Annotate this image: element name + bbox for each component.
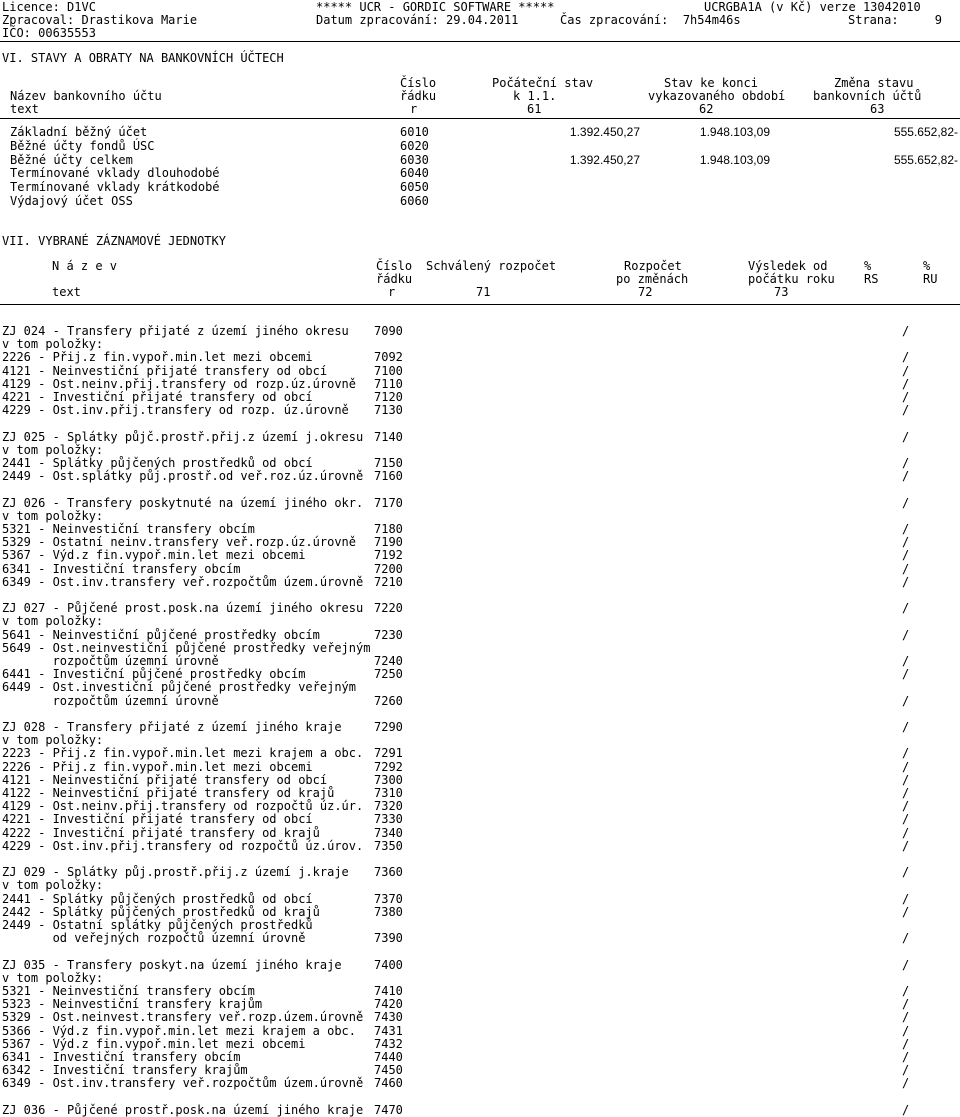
s7-row-code: 7090 [374,324,403,338]
s7-row-slash: / [902,456,910,470]
s7-row-code: 7290 [374,720,403,734]
s7-row-text: v tom položky: [2,337,104,352]
s7-row-text: 6349 - Ost.inv.transfery veř.rozpočtům územ.úrovně [2,1076,364,1091]
s7-row-code: 7360 [374,865,403,880]
s7-row-text: 2449 - Ost.splátky půj.prostř.od veř.roz.úz.úrovně [2,469,364,484]
s7-row-text: 5367 - Výd.z fin.vypoř.min.let mezi obcemi [2,1036,306,1051]
s7-row-text: 5366 - Výd.z fin.vypoř.min.let mezi krajem a obc. [2,1023,357,1038]
report-title: ***** UCR - GORDIC SOFTWARE ***** [316,0,555,14]
s7-row-code: 7300 [374,772,403,787]
s7-row-text: 2441 - Splátky půjčených prostředků od obcí [2,456,313,470]
s7-row-text: ZJ 028 - Transfery přijaté z území jiného kraje [2,720,342,734]
s7-row-text: od veřejných rozpočtů územní úrovně [2,931,306,946]
ico: IČO: 00635553 [2,26,96,40]
s6-col-cislo1: Číslo [400,76,437,90]
s7-row-text: 6441 - Investiční půjčené prostředky obcím [2,667,306,682]
s7-row-text: 4229 - Ost.inv.přij.transfery od rozp. úz.úrovně [2,403,349,418]
s7-col-vysl2: počátku roku [748,272,835,286]
s7-row-slash: / [902,772,910,787]
s6-col-poc3: 61 [527,102,542,116]
s7-row-text: ZJ 029 - Splátky půj.prostř.přij.z území j.kraje [2,865,349,880]
s7-row-slash: / [902,812,910,827]
s7-col-cislo3: r [388,285,396,299]
s7-row-code: 7140 [374,429,403,444]
s7-row-code: 7110 [374,376,403,391]
s7-row-text: v tom položky: [2,733,104,748]
s7-row-code: 7320 [374,799,403,814]
s7-row-slash: / [902,667,910,682]
s7-row-slash: / [902,984,910,998]
s6-row-code: 6020 [400,138,429,153]
strana: Strana: 9 [848,13,942,27]
s7-row-text: 2441 - Splátky půjčených prostředků od obcí [2,891,313,906]
s7-row-code: 7092 [374,350,403,365]
s7-row-text: 5641 - Neinvestiční půjčené prostředky obcím [2,627,320,642]
s7-row-slash: / [902,891,910,906]
s6-row-zmena: 555.652,82- [893,152,958,167]
s7-row-text: v tom položky: [2,970,104,985]
s7-row-text: v tom položky: [2,442,104,457]
s7-col-rozp2: po změnách [616,272,689,286]
licence: Licence: D1VC [2,0,96,14]
s7-row-code: 7200 [374,561,403,576]
s7-row-code: 7170 [374,495,403,510]
s7-row-code: 7260 [374,693,403,708]
s6-row-code: 6050 [400,180,429,195]
s7-row-slash: / [902,746,910,761]
s7-col-schval1: Schválený rozpočet [426,259,557,273]
s7-row-slash: / [902,825,910,840]
s7-row-slash: / [902,838,910,853]
s7-row-code: 7310 [374,786,403,800]
s7-row-code: 7400 [374,957,403,972]
s6-col-stav3: 62 [699,102,714,116]
s7-row-slash: / [902,574,910,589]
s6-row-poc: 1.392.450,27 [569,125,640,139]
s7-col-nazev: N á z e v [52,259,118,273]
s6-row-code: 6030 [400,152,429,167]
s7-row-text: rozpočtům územní úrovně [2,693,219,708]
s7-col-vysl1: Výsledek od [748,259,828,273]
s7-col-ru1: % [923,259,931,273]
s6-row-name: Běžné účty celkem [10,152,133,167]
s7-col-vysl3: 73 [774,285,789,299]
s6-col-poc1: Počáteční stav [492,76,594,90]
s7-row-code: 7220 [374,601,403,616]
s7-row-text: ZJ 027 - Půjčené prost.posk.na území jiného okresu [2,601,364,616]
s6-row-stav: 1.948.103,09 [699,152,770,167]
s7-row-slash: / [902,1076,910,1091]
s7-row-text: 4129 - Ost.neinv.přij.transfery od rozpočtů úz.úr. [2,799,364,814]
section6-header-rule [0,118,960,119]
s6-row-stav: 1.948.103,09 [699,125,770,139]
s7-row-slash: / [902,363,910,378]
s7-row-text: ZJ 025 - Splátky půjč.prostř.přij.z území j.okresu [2,429,364,444]
s7-row-text: 4122 - Neinvestiční přijaté transfery od krajů [2,786,335,800]
s7-row-slash: / [902,693,910,708]
s7-col-ru2: RU [923,272,938,286]
s6-col-poc2: k 1.1. [513,89,557,103]
s7-row-code: 7130 [374,403,403,418]
s7-row-code: 7440 [374,1050,403,1064]
s7-row-text: 2226 - Přij.z fin.vypoř.min.let mezi obcemi [2,759,313,774]
s7-row-slash: / [902,931,910,946]
s7-row-slash: / [902,601,910,616]
s7-row-text: v tom položky: [2,614,104,629]
s7-col-text: text [52,285,81,299]
section7-title: VII. VYBRANÉ ZÁZNAMOVÉ JEDNOTKY [2,234,226,248]
s7-row-text: ZJ 024 - Transfery přijaté z území jiného okresu [2,324,349,338]
section6-title: VI. STAVY A OBRATY NA BANKOVNÍCH ÚČTECH [2,51,284,65]
s7-col-rozp3: 72 [638,285,653,299]
s6-col-cislo2: řádku [400,89,437,103]
report-version: UCRGBA1A (v Kč) verze 13042010 [704,0,921,14]
s7-row-text: 4129 - Ost.neinv.přij.transfery od rozp.úz.úrovně [2,376,357,391]
cas-zpracovani: Čas zpracování: 7h54m46s [560,13,741,27]
s7-row-code: 7432 [374,1036,403,1051]
datum-zpracovani: Datum zpracování: 29.04.2011 [316,13,519,27]
s7-row-slash: / [902,720,910,734]
s6-col-stav2: vykazovaného období [648,89,786,103]
s7-row-slash: / [902,376,910,391]
s6-col-zmena2: bankovních účtů [813,89,922,103]
s7-row-text: 5649 - Ost.neinvestiční půjčené prostředky veřejným [2,640,371,655]
s7-row-code: 7180 [374,522,403,536]
s7-row-code: 7292 [374,759,403,774]
s6-col-text: text [10,102,39,116]
s7-row-slash: / [902,324,910,338]
s7-row-code: 7460 [374,1076,403,1091]
s7-row-text: v tom položky: [2,878,104,893]
s7-row-text: ZJ 026 - Transfery poskytnuté na území jiného okr. [2,495,364,510]
s7-row-slash: / [902,627,910,642]
s6-row-name: Termínované vklady krátkodobé [10,180,220,195]
s7-row-slash: / [902,786,910,800]
s7-row-slash: / [902,1050,910,1064]
s7-row-code: 7410 [374,984,403,998]
s6-col-zmena1: Změna stavu [834,76,914,90]
s7-row-slash: / [902,403,910,418]
s7-row-slash: / [902,759,910,774]
s7-row-code: 7390 [374,931,403,946]
s7-row-code: 7330 [374,812,403,827]
s7-row-code: 7370 [374,891,403,906]
s6-row-name: Výdajový účet OSS [10,194,133,208]
s7-row-text: 6449 - Ost.investiční půjčené prostředky veřejným [2,680,357,695]
s7-row-text: 5321 - Neinvestiční transfery obcím [2,984,255,998]
s7-row-code: 7291 [374,746,403,761]
s7-row-code: 7380 [374,904,403,919]
s7-row-code: 7100 [374,363,403,378]
s6-col-zmena3: 63 [870,102,885,116]
s6-row-name: Běžné účty fondů ÚSC [10,138,155,153]
s7-row-slash: / [902,522,910,536]
s7-row-slash: / [902,904,910,919]
s7-row-text: 4222 - Investiční přijaté transfery od krajů [2,825,320,840]
s7-row-text: 4121 - Neinvestiční přijaté transfery od obcí [2,363,328,378]
s7-row-code: 7450 [374,1063,403,1078]
s7-row-code: 7240 [374,654,403,668]
s6-col-nazev: Název bankovního účtu [10,89,162,103]
s6-row-poc: 1.392.450,27 [569,152,640,167]
s7-row-code: 7160 [374,469,403,484]
s7-row-slash: / [902,429,910,444]
s7-row-code: 7470 [374,1102,403,1117]
s7-row-code: 7190 [374,535,403,550]
s7-row-slash: / [902,654,910,668]
zpracoval: Zpracoval: Drastikova Marie [2,13,198,27]
s6-row-code: 6060 [400,194,429,208]
s7-row-text: 2442 - Splátky půjčených prostředků od krajů [2,904,320,919]
s7-col-schval3: 71 [476,285,491,299]
s7-row-text: 5329 - Ost.neinvest.transfery veř.rozp.územ.úrovně [2,1010,364,1025]
s7-row-code: 7250 [374,667,403,682]
s7-row-text: 6341 - Investiční transfery obcím [2,561,241,576]
s7-row-slash: / [902,469,910,484]
s7-row-code: 7120 [374,390,403,404]
s7-row-text: 4221 - Investiční přijaté transfery od obcí [2,812,313,827]
s6-row-code: 6010 [400,125,429,139]
s7-row-code: 7340 [374,825,403,840]
s7-row-slash: / [902,561,910,576]
s7-row-text: 4229 - Ost.inv.přij.transfery od rozpočtů úz.úrov. [2,838,364,853]
s7-row-slash: / [902,548,910,563]
s7-col-rs2: RS [864,272,879,286]
s7-row-text: 4221 - Investiční přijaté transfery od obcí [2,390,313,404]
s7-row-code: 7210 [374,574,403,589]
s7-row-slash: / [902,350,910,365]
s7-row-text: 6349 - Ost.inv.transfery veř.rozpočtům územ.úrovně [2,574,364,589]
s7-row-slash: / [902,495,910,510]
s7-row-code: 7230 [374,627,403,642]
s7-col-rozp1: Rozpočet [624,259,682,273]
s7-row-text: ZJ 036 - Půjčené prostř.posk.na území jiného kraje [2,1102,364,1117]
s7-row-slash: / [902,535,910,550]
s7-col-rs1: % [864,259,872,273]
s7-row-slash: / [902,1063,910,1078]
s7-row-slash: / [902,1010,910,1025]
s7-row-text: ZJ 035 - Transfery poskyt.na území jiného kraje [2,957,342,972]
s7-row-text: 2223 - Přij.z fin.vypoř.min.let mezi krajem a obc. [2,746,364,761]
s7-row-text: 5329 - Ostatní neinv.transfery veř.rozp.úz.úrovně [2,535,357,550]
section7-header-rule [0,304,960,305]
s7-row-code: 7192 [374,548,403,563]
s7-row-code: 7420 [374,997,403,1012]
s6-col-stav1: Stav ke konci [664,76,758,90]
s7-row-slash: / [902,390,910,404]
s7-row-slash: / [902,1023,910,1038]
s7-col-cislo1: Číslo [376,259,413,273]
s6-row-name: Termínované vklady dlouhodobé [10,166,220,181]
s7-row-text: 5367 - Výd.z fin.vypoř.min.let mezi obcemi [2,548,306,563]
s7-row-text: 2449 - Ostatní splátky půjčených prostředků [2,918,313,932]
s7-row-code: 7150 [374,456,403,470]
s6-row-name: Základní běžný účet [10,125,148,139]
s7-row-text: rozpočtům územní úrovně [2,654,219,668]
s7-row-text: 5321 - Neinvestiční transfery obcím [2,522,255,536]
s7-row-slash: / [902,799,910,814]
s7-row-text: 2226 - Přij.z fin.vypoř.min.let mezi obcemi [2,350,313,365]
s7-row-text: 5323 - Neinvestiční transfery krajům [2,997,263,1012]
s7-row-code: 7350 [374,838,403,853]
s7-row-slash: / [902,1036,910,1051]
s7-row-text: v tom položky: [2,508,104,523]
s7-row-slash: / [902,865,910,880]
s6-row-zmena: 555.652,82- [893,125,958,139]
s7-row-slash: / [902,997,910,1012]
header-rule [0,41,960,42]
s7-row-text: 4121 - Neinvestiční přijaté transfery od obcí [2,772,328,787]
s7-row-slash: / [902,957,910,972]
s7-row-slash: / [902,1102,910,1117]
s7-row-text: 6342 - Investiční transfery krajům [2,1063,248,1078]
s6-col-cislo3: r [410,102,418,116]
s7-row-code: 7430 [374,1010,403,1025]
s7-row-code: 7431 [374,1023,403,1038]
s6-row-code: 6040 [400,166,429,181]
s7-col-cislo2: řádku [376,272,413,286]
s7-row-text: 6341 - Investiční transfery obcím [2,1050,241,1064]
